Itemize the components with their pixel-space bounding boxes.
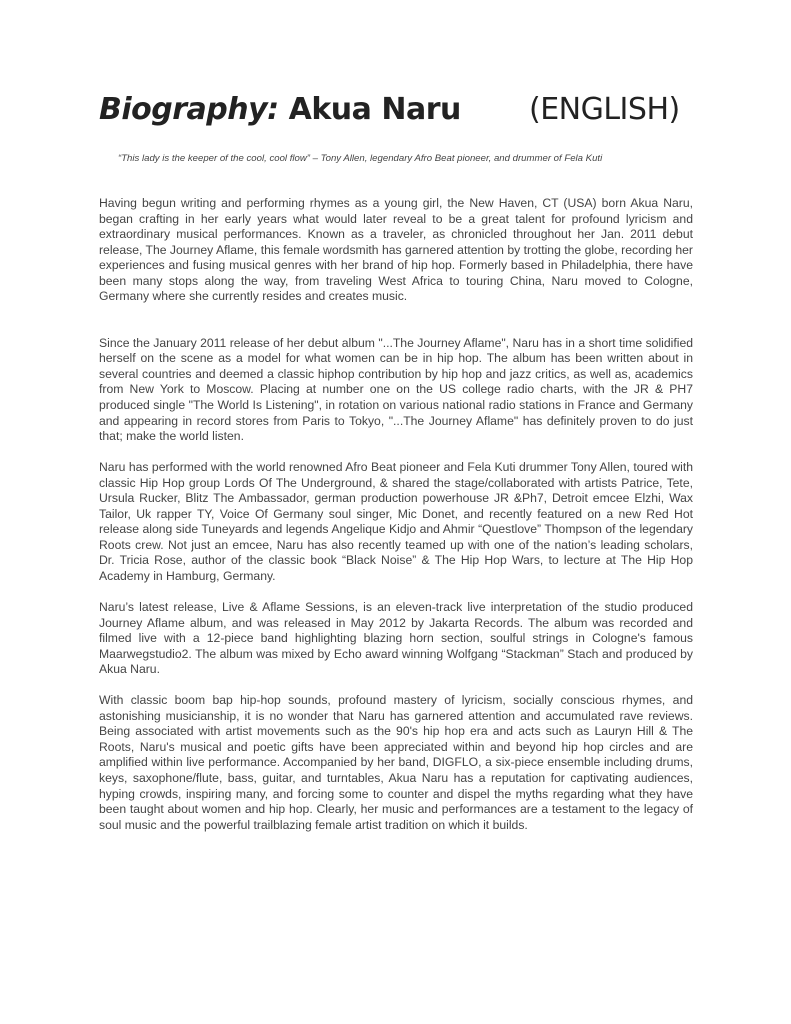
- paragraph-3: Naru has performed with the world renowned Afro Beat pioneer and Fela Kuti drummer Tony Allen, toured with classic Hip Hop group Lords Of The Underground, & shared the stage/collaborated with artists Patrice, Tete, Ursula Rucker, Blitz The Ambassador, german production powerhouse JR &Ph7, Detroit emcee Elzhi, Wax Tailor, Uk rapper TY, Voice Of Germany soul singer, Mic Donet, and recently featured on a new Red Hot release along side Tuneyards and legends Angelique Kidjo and Ahmir “Questlove” Thompson of the legendary Roots crew. Not just an emcee, Naru has also recently teamed up with one of the nation’s leading scholars, Dr. Tricia Rose, author of the classic book “Black Noise” & The Hip Hop Wars, to lecture at The Hip Hop Academy in Hamburg, Germany.: [99, 460, 693, 583]
- artist-name: Akua Naru: [288, 92, 461, 127]
- paragraph-1: Having begun writing and performing rhymes as a young girl, the New Haven, CT (USA) born Akua Naru, began crafting in her early years what would later reveal to be a great talent for profound lyricism and extraordinary musical performances. Known as a traveler, as chronicled throughout her Jan. 2011 debut release, The Journey Aflame, this female wordsmith has garnered attention by trotting the globe, recording her experiences and fusing musical genres with her brand of hip hop. Formerly based in Philadelphia, there have been many stops along the way, from traveling West Africa to touring China, Naru moved to Cologne, Germany where she currently resides and creates music.: [99, 196, 693, 304]
- paragraph-5: With classic boom bap hip-hop sounds, profound mastery of lyricism, socially conscious rhymes, and astonishing musicianship, it is no wonder that Naru has garnered attention and accumulated rave reviews. Being associated with artist movements such as the 90's hip hop era and acts such as Lauryn Hill & The Roots, Naru's musical and poetic gifts have been appreciated within and beyond hip hop circles and are amplified within live performance. Accompanied by her band, DIGFLO, a six-piece ensemble including drums, keys, saxophone/flute, bass, guitar, and turntables, Akua Naru has a reputation for captivating audiences, hyping crowds, inspiring many, and forcing some to counter and dispel the myths regarding what they have been taught about women and hip hop. Clearly, her music and performances are a testament to the legacy of soul music and the powerful trailblazing female artist tradition on which it builds.: [99, 693, 693, 832]
- language-tag: (ENGLISH): [529, 92, 680, 127]
- title-row: [99, 92, 699, 142]
- paragraph-4: Naru’s latest release, Live & Aflame Sessions, is an eleven-track live interpretation of the studio produced Journey Aflame album, and was released in May 2012 by Jakarta Records. The album was recorded and filmed live with a 12-piece band highlighting blazing horn section, soulful strings in Cologne's famous Maarwegstudio2. The album was mixed by Echo award winning Wolfgang “Stackman” Stach and produced by Akua Naru.: [99, 600, 693, 677]
- paragraph-2: Since the January 2011 release of her debut album "...The Journey Aflame", Naru has in a short time solidified herself on the scene as a model for what women can be in hip hop. The album has been written about in several countries and deemed a classic hiphop contribution by hip hop and jazz critics, as well as, academics from New York to Moscow. Placing at number one on the US college radio charts, with the JR & PH7 produced single "The World Is Listening", in rotation on various national radio stations in France and Germany and appearing in record stores from Paris to Tokyo, "...The Journey Aflame" has definitely proven to do just that; make the world listen.: [99, 335, 693, 444]
- biography-body: [99, 196, 693, 833]
- title-label: Biography:: [99, 92, 279, 127]
- page-title: [99, 92, 461, 127]
- epigraph-quote: “This lady is the keeper of the cool, cool flow” – Tony Allen, legendary Afro Beat pioneer, and drummer of Fela Kuti: [118, 153, 603, 164]
